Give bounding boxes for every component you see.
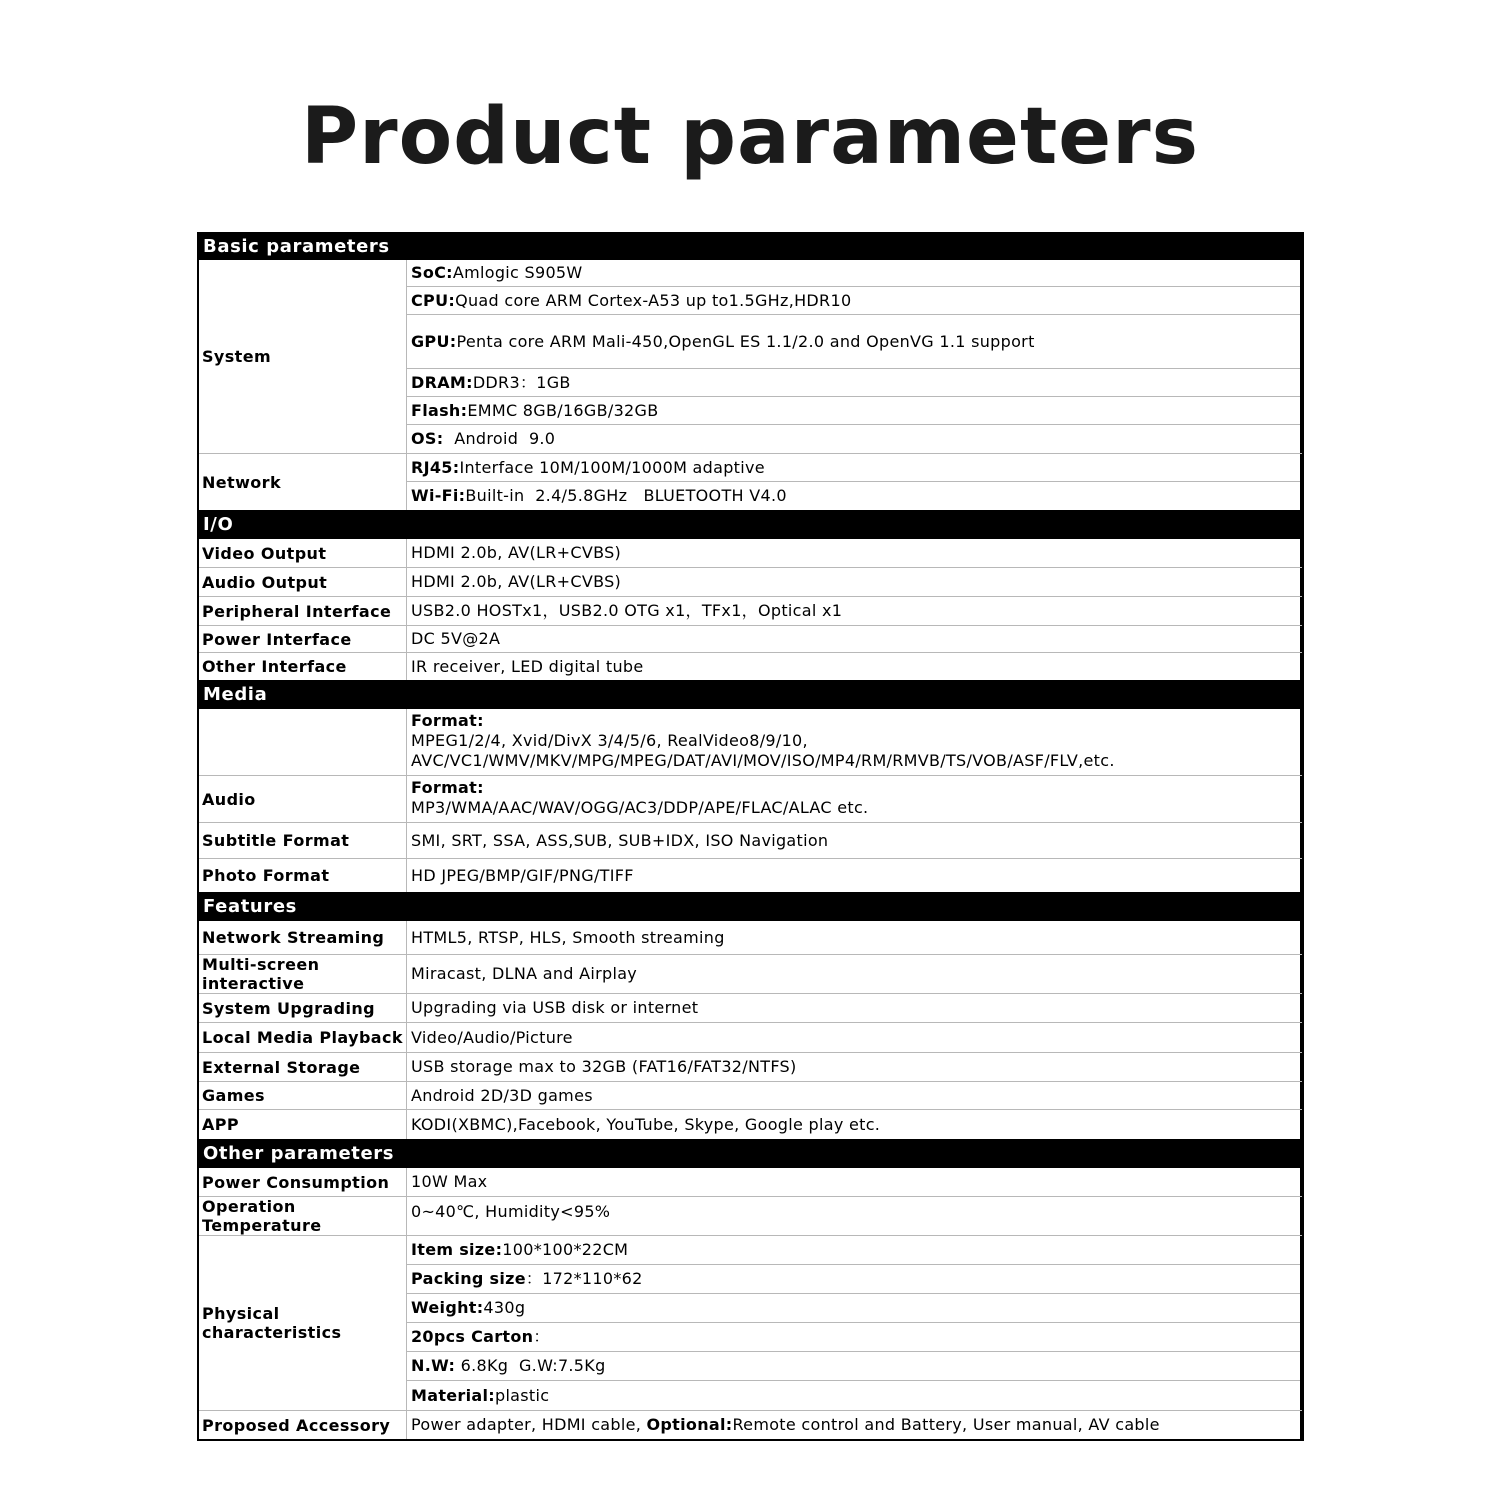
value-dram	[407, 369, 1300, 397]
values-physical	[407, 1236, 1302, 1410]
val-dram: DDR3：1GB	[472, 372, 571, 392]
row-label-system-upgrading: System Upgrading	[199, 994, 407, 1022]
val-audio-format: MP3/WMA/AAC/WAV/OGG/AC3/DDP/APE/FLAC/ALAC etc.	[411, 798, 869, 817]
row-label-video-output: Video Output	[199, 539, 407, 567]
row-label-media-video	[199, 709, 407, 775]
value-rj45	[407, 454, 1300, 482]
value-weight	[407, 1294, 1300, 1323]
row-value-media-audio	[407, 776, 1300, 822]
key-video-format: Format:	[411, 711, 484, 730]
row-system-upgrading	[199, 994, 1302, 1023]
row-value-system-upgrading: Upgrading via USB disk or internet	[411, 998, 699, 1017]
row-value-local-media-playback: Video/Audio/Picture	[411, 1027, 573, 1047]
row-multi-screen	[199, 955, 1302, 994]
section-header-io: I/O	[199, 510, 1302, 539]
value-packing-size	[407, 1265, 1300, 1294]
row-label-media-audio: Audio	[199, 776, 407, 822]
value-wifi	[407, 482, 1300, 510]
value-flash	[407, 397, 1300, 425]
value-carton	[407, 1323, 1300, 1352]
row-local-media-playback	[199, 1023, 1302, 1053]
value-gpu	[407, 315, 1300, 369]
row-label-proposed-accessory: Proposed Accessory	[199, 1411, 407, 1439]
row-power-consumption	[199, 1168, 1302, 1197]
val-carton: ：	[533, 1327, 550, 1346]
val-packing-size: ：172*110*62	[525, 1269, 643, 1288]
key-weight: Weight:	[411, 1298, 484, 1317]
row-label-operation-temperature: Operation Temperature	[199, 1197, 407, 1235]
row-value-app: KODI(XBMC),Facebook, YouTube, Skype, Google play etc.	[411, 1114, 881, 1134]
val-video-format: MPEG1/2/4, Xvid/DivX 3/4/5/6, RealVideo8/9/10, AVC/VC1/WMV/MKV/MPG/MPEG/DAT/AVI/MOV/ISO/MP4/RM/RMVB/TS/VOB/ASF/FLV,etc.	[411, 731, 1115, 770]
key-carton: 20pcs Carton	[411, 1327, 534, 1346]
key-nw: N.W:	[411, 1356, 456, 1375]
row-label-app: APP	[199, 1110, 407, 1139]
val-item-size: 100*100*22CM	[502, 1240, 629, 1259]
row-media-video	[199, 709, 1302, 776]
group-system	[199, 260, 1302, 454]
row-label-subtitle-format: Subtitle Format	[199, 823, 407, 858]
row-value-external-storage: USB storage max to 32GB (FAT16/FAT32/NTFS)	[411, 1057, 797, 1076]
val-rj45: Interface 10M/100M/1000M adaptive	[459, 457, 765, 477]
row-label-photo-format: Photo Format	[199, 859, 407, 892]
val-soc: Amlogic S905W	[452, 263, 583, 282]
key-accessory-optional: Optional:	[646, 1415, 733, 1434]
row-value-multi-screen: Miracast, DLNA and Airplay	[411, 964, 638, 983]
row-network-streaming	[199, 921, 1302, 955]
row-label-power-interface: Power Interface	[199, 626, 407, 652]
row-label-power-consumption: Power Consumption	[199, 1168, 407, 1196]
key-os: OS:	[411, 429, 444, 448]
row-value-video-output: HDMI 2.0b, AV(LR+CVBS)	[411, 543, 622, 562]
key-audio-format: Format:	[411, 778, 484, 797]
key-cpu: CPU:	[411, 290, 456, 310]
group-physical	[199, 1236, 1302, 1411]
row-value-power-interface: DC 5V@2A	[411, 629, 501, 648]
key-flash: Flash:	[411, 400, 468, 420]
row-label-other-interface: Other Interface	[199, 653, 407, 680]
row-photo-format	[199, 859, 1302, 892]
value-cpu	[407, 287, 1300, 315]
val-nw: 6.8Kg G.W:7.5Kg	[455, 1356, 606, 1375]
row-operation-temperature	[199, 1197, 1302, 1236]
row-app	[199, 1110, 1302, 1139]
row-label-multi-screen: Multi-screen interactive	[199, 955, 407, 993]
row-value-photo-format: HD JPEG/BMP/GIF/PNG/TIFF	[411, 865, 634, 885]
val-weight: 430g	[483, 1298, 526, 1317]
row-value-media-video	[407, 709, 1300, 775]
row-peripheral-interface	[199, 597, 1302, 626]
group-network	[199, 454, 1302, 510]
val-material: plastic	[494, 1385, 550, 1405]
key-rj45: RJ45:	[411, 457, 460, 477]
row-label-physical: Physical characteristics	[199, 1236, 407, 1410]
row-value-operation-temperature: 0~40℃, Humidity<95%	[411, 1201, 611, 1221]
value-item-size	[407, 1236, 1300, 1265]
key-material: Material:	[411, 1385, 495, 1405]
section-header-features: Features	[199, 892, 1302, 921]
row-external-storage	[199, 1053, 1302, 1082]
key-packing-size: Packing size	[411, 1269, 526, 1288]
row-audio-output	[199, 568, 1302, 597]
row-proposed-accessory	[199, 1411, 1302, 1439]
value-soc	[407, 260, 1300, 287]
row-games	[199, 1082, 1302, 1110]
val-gpu: Penta core ARM Mali-450,OpenGL ES 1.1/2.0 and OpenVG 1.1 support	[456, 331, 1035, 351]
value-os	[407, 425, 1300, 453]
section-header-media: Media	[199, 680, 1302, 709]
row-subtitle-format	[199, 823, 1302, 859]
values-system	[407, 260, 1302, 453]
value-material	[407, 1381, 1300, 1410]
row-value-proposed-accessory	[407, 1411, 1300, 1439]
page-title: Product parameters	[300, 92, 1200, 182]
spec-table	[197, 232, 1304, 1441]
row-other-interface	[199, 653, 1302, 680]
section-header-basic: Basic parameters	[199, 234, 1302, 260]
row-label-peripheral-interface: Peripheral Interface	[199, 597, 407, 625]
row-value-power-consumption: 10W Max	[411, 1172, 488, 1191]
row-label-audio-output: Audio Output	[199, 568, 407, 596]
val-flash: EMMC 8GB/16GB/32GB	[467, 400, 659, 420]
row-value-audio-output: HDMI 2.0b, AV(LR+CVBS)	[411, 572, 622, 591]
row-value-network-streaming: HTML5, RTSP, HLS, Smooth streaming	[411, 927, 725, 947]
val-wifi: Built-in 2.4/5.8GHz BLUETOOTH V4.0	[465, 486, 787, 505]
key-item-size: Item size:	[411, 1240, 503, 1259]
val-accessory-2: Remote control and Battery, User manual, AV cable	[732, 1415, 1160, 1434]
row-label-system: System	[199, 260, 407, 453]
val-cpu: Quad core ARM Cortex-A53 up to1.5GHz,HDR10	[455, 290, 852, 310]
section-header-other: Other parameters	[199, 1139, 1302, 1168]
key-gpu: GPU:	[411, 331, 457, 351]
row-value-games: Android 2D/3D games	[411, 1085, 593, 1105]
val-accessory-1: Power adapter, HDMI cable,	[411, 1415, 647, 1434]
row-power-interface	[199, 626, 1302, 653]
val-os: Android 9.0	[443, 429, 556, 448]
row-value-peripheral-interface: USB2.0 HOSTx1，USB2.0 OTG x1，TFx1，Optical x1	[411, 601, 843, 620]
row-value-subtitle-format: SMI, SRT, SSA, ASS,SUB, SUB+IDX, ISO Navigation	[411, 830, 829, 850]
key-soc: SoC:	[411, 263, 453, 282]
row-label-network: Network	[199, 454, 407, 510]
values-network	[407, 454, 1302, 510]
row-label-games: Games	[199, 1082, 407, 1109]
row-label-network-streaming: Network Streaming	[199, 921, 407, 954]
key-wifi: Wi-Fi:	[411, 486, 466, 505]
row-media-audio	[199, 776, 1302, 823]
row-label-external-storage: External Storage	[199, 1053, 407, 1081]
row-value-other-interface: IR receiver, LED digital tube	[411, 656, 644, 676]
value-nw	[407, 1352, 1300, 1381]
row-label-local-media-playback: Local Media Playback	[199, 1023, 407, 1052]
row-video-output	[199, 539, 1302, 568]
key-dram: DRAM:	[411, 372, 473, 392]
